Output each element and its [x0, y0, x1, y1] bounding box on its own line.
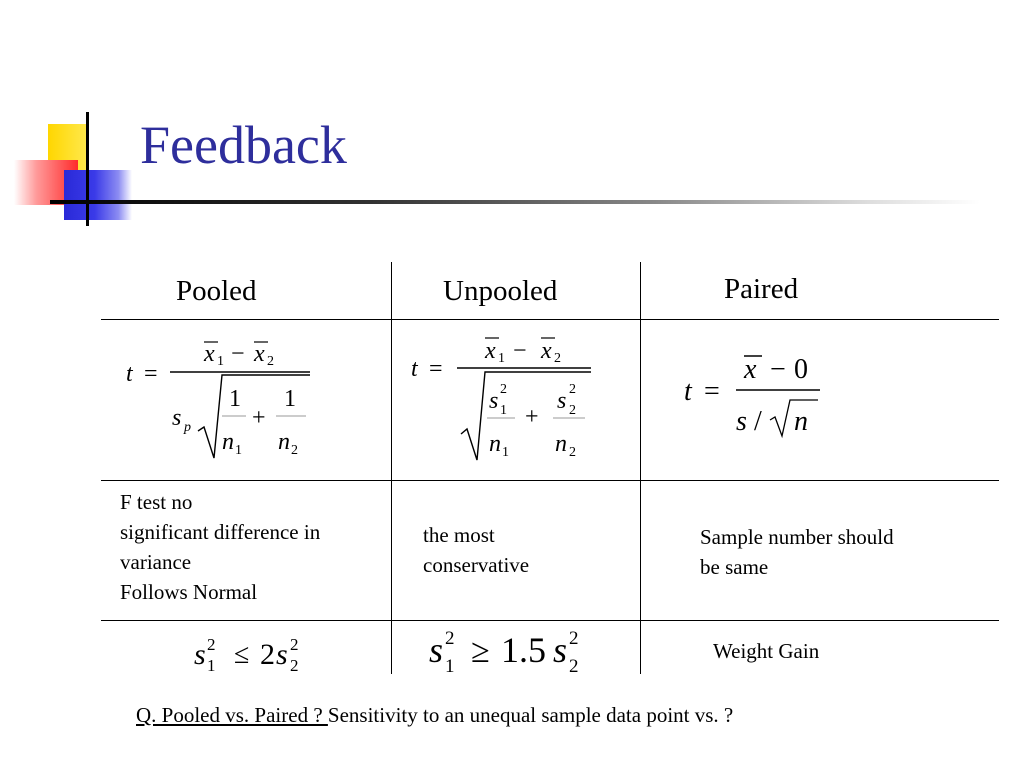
unpooled-s1-sup: 2 [500, 382, 507, 397]
pooled-rule-s2: s [276, 638, 288, 671]
paired-minus: − [770, 354, 786, 385]
paired-t-formula [676, 340, 836, 450]
pooled-rule-s2-sup: 2 [290, 635, 299, 654]
pooled-n1: n [222, 429, 234, 455]
paired-example: Weight Gain [713, 639, 820, 663]
unpooled-n2: n [555, 431, 567, 457]
unpooled-plus: + [525, 404, 539, 430]
unpooled-variance-rule [425, 622, 605, 676]
unpooled-rule-s2: s [553, 630, 568, 670]
unpooled-conditions [423, 520, 529, 580]
unpooled-eq: = [429, 356, 443, 382]
unpooled-x1: x [485, 338, 496, 364]
paired-condition-line: be same [700, 555, 769, 579]
paired-slash: / [754, 406, 762, 437]
question-underlined: Q. Pooled vs. Paired ? [136, 703, 328, 727]
pooled-x2-sub: 2 [267, 354, 274, 369]
pooled-sp-sub: p [184, 420, 191, 435]
unpooled-rule-s2-sub: 2 [569, 656, 579, 676]
question-line [136, 703, 733, 728]
paired-n: n [794, 406, 808, 437]
paired-x: x [744, 354, 757, 385]
unpooled-x2-sub: 2 [554, 351, 561, 366]
header-pooled: Pooled [176, 275, 257, 307]
unpooled-rule-ge: ≥ [471, 633, 490, 670]
pooled-rule-le: ≤ [234, 639, 250, 670]
pooled-t: t [126, 361, 133, 387]
pooled-variance-rule [190, 626, 330, 676]
paired-t: t [684, 376, 692, 407]
pooled-x1: x [204, 341, 215, 367]
unpooled-t: t [411, 356, 418, 382]
pooled-x2: x [254, 341, 265, 367]
pooled-condition-line: Follows Normal [120, 580, 258, 604]
unpooled-rule-s1: s [429, 630, 444, 670]
title-underline [50, 200, 980, 204]
pooled-condition-line: F test no [120, 490, 193, 514]
unpooled-s2-sup: 2 [569, 382, 576, 397]
pooled-condition-line: significant difference in [120, 520, 321, 544]
pooled-condition-line: variance [120, 550, 192, 574]
unpooled-s1-sub: 1 [500, 403, 507, 418]
pooled-rule-s1-sub: 1 [207, 656, 216, 675]
unpooled-x1-sub: 1 [498, 351, 505, 366]
unpooled-x2: x [541, 338, 552, 364]
paired-eq: = [704, 376, 720, 407]
pooled-rule-coef: 2 [260, 638, 275, 671]
header-paired: Paired [724, 273, 799, 305]
table-divider-2 [640, 262, 641, 674]
pooled-x1-sub: 1 [217, 354, 224, 369]
unpooled-condition-line: the most [423, 523, 495, 547]
paired-zero: 0 [794, 354, 808, 385]
table-divider-1 [391, 262, 392, 674]
table-rule-conditions [101, 620, 999, 621]
pooled-rule-s1: s [194, 638, 206, 671]
paired-condition-line: Sample number should [700, 525, 894, 549]
pooled-t-formula [118, 330, 318, 470]
unpooled-s2: s [557, 388, 567, 414]
pooled-one-a: 1 [229, 386, 241, 412]
unpooled-s1: s [489, 388, 499, 414]
pooled-n2-sub: 2 [291, 443, 298, 458]
pooled-eq: = [144, 361, 158, 387]
table-rule-header [101, 319, 999, 320]
pooled-plus: + [252, 405, 266, 431]
pooled-n1-sub: 1 [235, 443, 242, 458]
question-rest: Sensitivity to an unequal sample data point vs. ? [327, 703, 734, 727]
unpooled-minus: − [513, 338, 527, 364]
pooled-rule-s2-sub: 2 [290, 656, 299, 675]
unpooled-n1: n [489, 431, 501, 457]
pooled-n2: n [278, 429, 290, 455]
unpooled-rule-s1-sup: 2 [445, 628, 455, 649]
pooled-conditions [120, 487, 320, 607]
paired-conditions [700, 522, 894, 582]
unpooled-n2-sub: 2 [569, 445, 576, 460]
unpooled-t-formula [403, 330, 603, 470]
pooled-rule-s1-sup: 2 [207, 635, 216, 654]
logo-vertical-line [86, 112, 89, 226]
pooled-minus: − [231, 341, 245, 367]
paired-s: s [736, 406, 747, 437]
unpooled-n1-sub: 1 [502, 445, 509, 460]
pooled-sp: s [172, 405, 182, 431]
slide-title: Feedback [140, 115, 347, 175]
table-rule-formulas [101, 480, 999, 481]
unpooled-rule-coef: 1.5 [501, 630, 546, 670]
unpooled-condition-line: conservative [423, 553, 530, 577]
header-unpooled: Unpooled [443, 275, 558, 307]
unpooled-s2-sub: 2 [569, 403, 576, 418]
logo-blue-square [64, 170, 132, 220]
unpooled-rule-s2-sup: 2 [569, 628, 579, 649]
unpooled-rule-s1-sub: 1 [445, 656, 455, 676]
pooled-one-b: 1 [284, 386, 296, 412]
